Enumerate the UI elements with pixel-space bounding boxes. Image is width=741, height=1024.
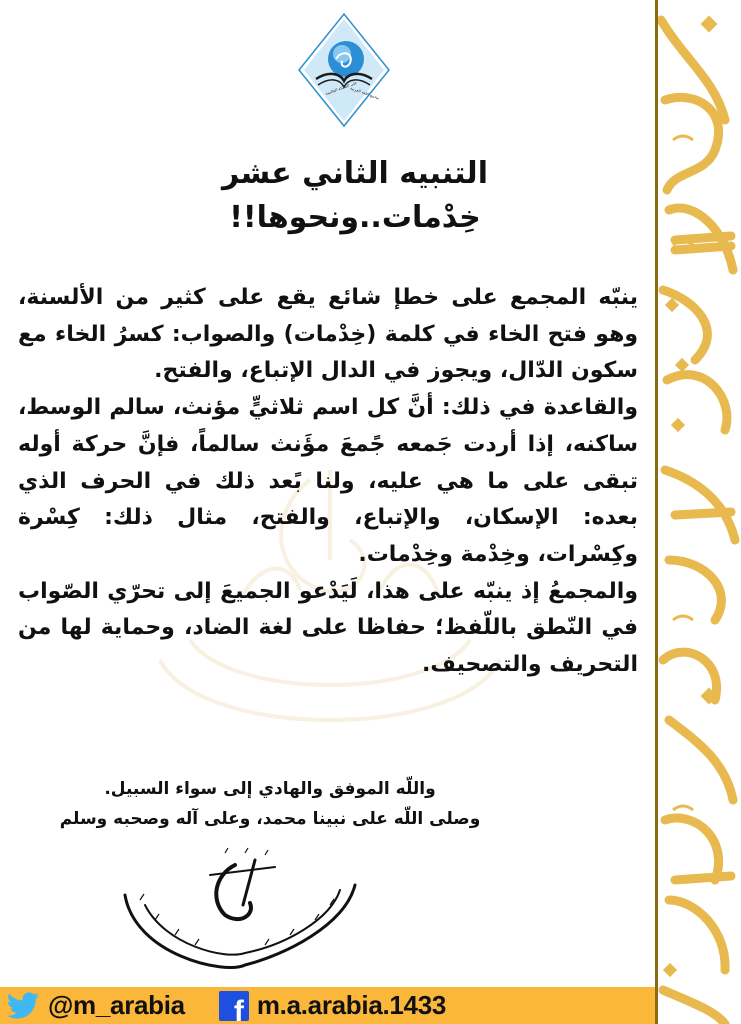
paragraph-2: والقاعدة في ذلك: أنَّ كل اسم ثلاثيٍّ مؤنث، سالم الوسط، ساكنه، إذا أردت جَمعه جًمعَ مؤَنث سالماً، فإنَّ حركة أوله تبقى على ما هي عليه، ولنا بًعد ذلك في الحرف الذي بعده: الإسكان، والإتباع، والفتح، مثال ذلك: كِسْرة وكِسْرات، وخِدْمة وخِدْمات. (18, 395, 638, 567)
facebook-f-icon: f (219, 991, 249, 1021)
paragraph-3: والمجمعُ إذ ينبّه على هذا، لَيَدْعو الجميعَ إلى تحرّي الصّواب في النّطق باللّفظ؛ حفاظا على لغة الضاد، وحماية لها من التحريف والتصحيف. (18, 578, 638, 678)
facebook-handle: m.a.arabia.1433 (256, 990, 447, 1020)
closing-prayer (10, 774, 530, 834)
closing-line-2: وصلى اللّه على نبينا محمد، وعلى آله وصحبه وسلم (59, 809, 481, 829)
page-title (60, 152, 650, 240)
calligraphy-logo-icon (115, 845, 365, 975)
article-body (18, 280, 638, 684)
facebook-link[interactable] (219, 987, 446, 1024)
twitter-handle: @m_arabia (48, 990, 185, 1020)
title-line-2: خِدْمات..ونحوها!! (229, 200, 481, 235)
logo-caption-right: مجمع اللغة العربية (349, 85, 380, 101)
twitter-bird-icon (6, 991, 40, 1021)
border-divider-line (655, 0, 658, 1024)
title-line-1: التنبيه الثاني عشر (222, 156, 488, 191)
paragraph-1: ينبّه المجمع على خطإ شائع يقع على كثير من الألسنة، وهو فتح الخاء في كلمة (خِدْمات) والصواب: كسرُ الخاء مع سكون الدّال، ويجوز في الدال الإتباع، والفتح. (18, 285, 638, 384)
academy-logo (298, 13, 390, 128)
twitter-link[interactable] (6, 987, 185, 1024)
social-footer (0, 987, 655, 1024)
logo-caption-left: على الشبكة العالمية (324, 79, 358, 96)
closing-line-1: واللّه الموفق والهادي إلى سواء السبيل. (104, 779, 436, 799)
calligraphy-border-art (655, 0, 741, 1024)
calligraphy-border (655, 0, 741, 1024)
